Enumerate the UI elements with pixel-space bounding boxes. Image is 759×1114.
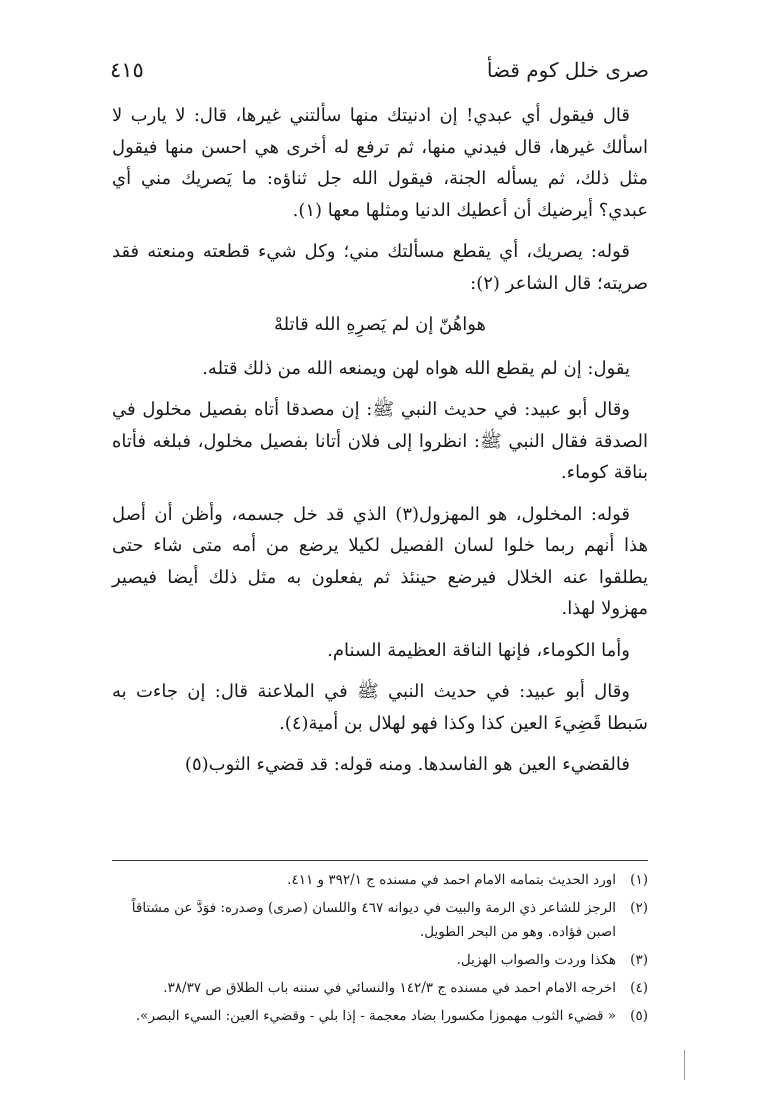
scan-mark	[684, 1050, 685, 1080]
page-header	[110, 58, 649, 88]
paragraph: قال فيقول أي عبدي! إن ادنيتك منها سألتني غيرها، قال: لا يارب لا اسألك غيرها، قال فيدني منها، ثم ترفع له أخرى هي احسن منها فيقول مثل ذلك، ثم يسأله الجنة، فيقول الله جل ثناؤه: ما يَصريك مني أي عبدي؟ أيرضيك أن أعطيك الدنيا ومثلها معها (١).	[112, 105, 648, 221]
footnote	[112, 896, 648, 944]
verse-line: هواهُنّ إن لم يَصرِهِ الله قاتلهْ	[273, 314, 487, 335]
footnote-number: (٥)	[630, 1008, 648, 1024]
footnote-number: (٤)	[630, 980, 648, 996]
footnote-text: هكذا وردت والصواب الهزيل.	[456, 952, 616, 968]
footnote-text: « قضيء الثوب مهموزا مكسورا بضاد معجمة - إذا بلي - وقضيء العين: السيء البصر».	[135, 1008, 616, 1024]
main-text	[112, 100, 648, 785]
running-title: صرى خلل كوم قضأ	[486, 58, 649, 82]
footnote-number: (١)	[630, 872, 648, 888]
paragraph: وقال أبو عبيد: في حديث النبي ﷺ في الملاعنة قال: إن جاءت به سَبطا قَضِيءَ العين كذا وكذا فهو لهلال بن أمية(٤).	[112, 681, 648, 734]
paragraph: وأما الكوماء، فإنها الناقة العظيمة السنام.	[327, 639, 630, 661]
paragraph: قوله: المخلول، هو المهزول(٣) الذي قد خل جسمه، وأظن أن أصل هذا أنهم ربما خلوا لسان الفصيل لكيلا يرضع من أمه متى شاء حتى يطلقوا عنه الخلال فيرضع حينئذ ثم يفعلون به مثل ذلك أيضا فيصير مهزولا لهذا.	[112, 503, 648, 619]
footnote	[112, 1004, 648, 1028]
footnote	[112, 868, 648, 892]
footnote	[112, 976, 648, 1000]
footnote-separator	[112, 860, 648, 861]
footnotes	[112, 868, 648, 1032]
footnote-number: (٢)	[630, 900, 648, 916]
footnote-text: اخرجه الامام احمد في مسنده ج ١٤٢/٣ والنسائي في سننه باب الطلاق ص ٣٨/٣٧.	[163, 980, 616, 996]
footnote	[112, 948, 648, 972]
footnote-text: الرجز للشاعر ذي الرمة والبيت في ديوانه ٤٦٧ واللسان (صرى) وصدره: فوَدَّ عن مشتاقاً اصبن فؤاده. وهو من البحر الطويل.	[131, 900, 616, 940]
page-number: ٤١٥	[110, 58, 144, 82]
footnote-number: (٣)	[630, 952, 648, 968]
paragraph: فالقضيء العين هو الفاسدها. ومنه قوله: قد قضيء الثوب(٥)	[184, 754, 630, 775]
paragraph: قوله: يصريك، أي يقطع مسألتك مني؛ وكل شيء قطعته ومنعته فقد صريته؛ قال الشاعر (٢):	[112, 241, 648, 294]
paragraph: وقال أبو عبيد: في حديث النبي ﷺ: إن مصدقا أتاه بفصيل مخلول في الصدقة فقال النبي ﷺ: انظروا إلى فلان أتانا بفصيل مخلول، فبلغه فأتاه بناقة كوماء.	[112, 399, 648, 483]
footnote-text: اورد الحديث بتمامه الامام احمد في مسنده ج ٣٩٢/١ و ٤١١.	[287, 872, 616, 888]
paragraph: يقول: إن لم يقطع الله هواه لهن ويمنعه الله من ذلك قتله.	[202, 357, 630, 379]
